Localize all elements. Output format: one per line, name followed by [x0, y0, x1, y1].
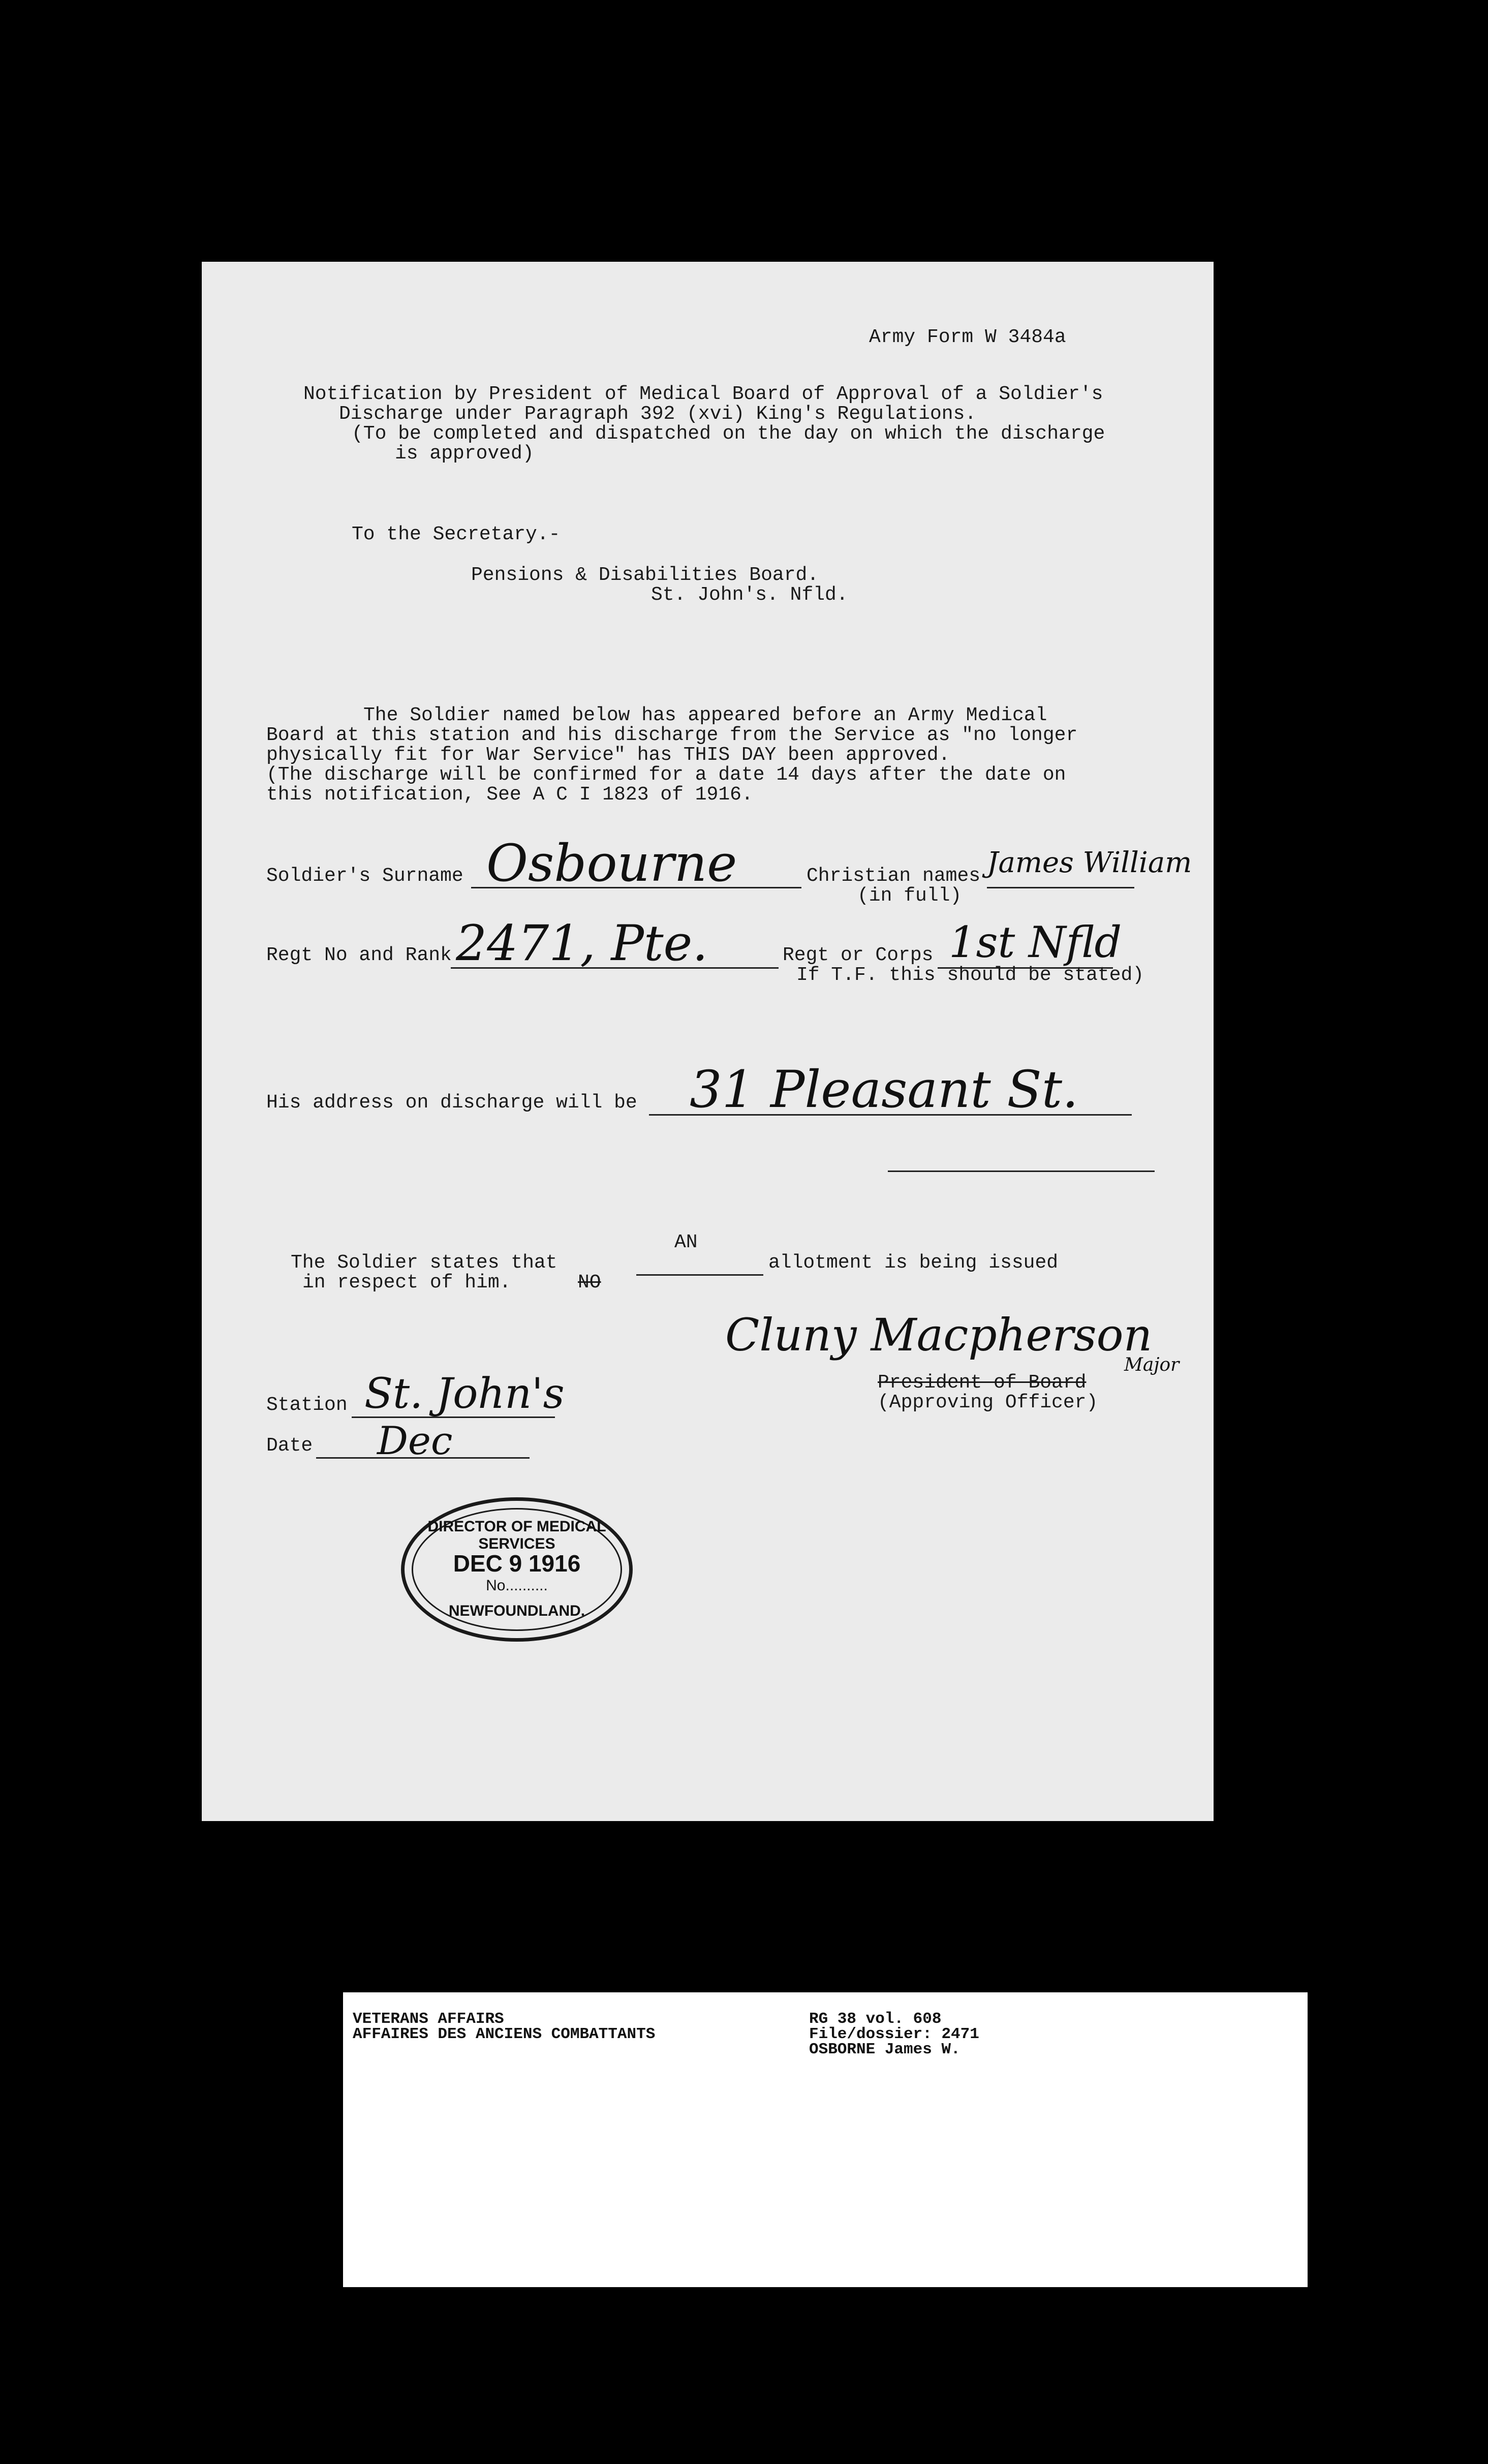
label-line-2-left: AFFAIRES DES ANCIENS COMBATTANTS: [353, 2025, 656, 2043]
approving-officer-signature: Cluny Macpherson: [725, 1309, 1153, 1361]
regt-no-handwritten: 2471, Pte.: [456, 915, 708, 972]
stamp-bottom-text: NEWFOUNDLAND.: [448, 1603, 585, 1619]
allotment-line-1b: allotment is being issued: [768, 1252, 1059, 1274]
christian-names-label: Christian names: [807, 865, 981, 887]
station-handwritten: St. John's: [364, 1370, 565, 1418]
addressee-line-3: St. John's. Nfld.: [651, 584, 848, 606]
tf-note: If T.F. this should be stated): [796, 964, 1144, 986]
signature-rank: Major: [1124, 1354, 1180, 1375]
allotment-line-1a: The Soldier states that: [291, 1252, 557, 1274]
surname-label: Soldier's Surname: [266, 865, 463, 887]
stamp-number-label: No..........: [486, 1577, 548, 1594]
archive-label: [343, 1992, 1308, 2287]
received-stamp: [401, 1497, 633, 1642]
station-label: Station: [266, 1394, 348, 1416]
form-sheet: [202, 262, 1214, 1821]
approving-officer-label: (Approving Officer): [878, 1392, 1098, 1413]
in-full-label: (in full): [857, 885, 962, 907]
allotment-line: [636, 1274, 763, 1276]
heading-line-3: (To be completed and dispatched on the day on which the discharge: [352, 423, 1105, 445]
regt-no-label: Regt No and Rank: [266, 944, 452, 966]
address-line-2: [888, 1171, 1155, 1172]
date-handwritten: Dec: [377, 1418, 453, 1463]
label-line-1-left: VETERANS AFFAIRS: [353, 2010, 504, 2028]
body-line-5: this notification, See A C I 1823 of 1916.: [266, 784, 753, 806]
addressee-line-1: To the Secretary.-: [352, 523, 561, 545]
addressee-line-2: Pensions & Disabilities Board.: [471, 564, 819, 586]
allotment-inserted-word: AN: [674, 1231, 698, 1253]
address-handwritten: 31 Pleasant St.: [690, 1060, 1078, 1119]
body-line-4: (The discharge will be confirmed for a date 14 days after the date on: [266, 764, 1066, 786]
form-number: Army Form W 3484a: [869, 326, 1066, 348]
label-line-3-right: OSBORNE James W.: [809, 2041, 960, 2058]
heading-line-2: Discharge under Paragraph 392 (xvi) King's Regulations.: [339, 403, 977, 425]
allotment-line-2: in respect of him.: [302, 1272, 511, 1293]
body-line-2: Board at this station and his discharge from the Service as "no longer: [266, 724, 1078, 746]
allotment-struck-word: NO: [578, 1272, 601, 1293]
label-line-1-right: RG 38 vol. 608: [809, 2010, 942, 2028]
regt-corps-label: Regt or Corps: [783, 944, 934, 966]
label-line-2-right: File/dossier: 2471: [809, 2025, 979, 2043]
body-line-1: The Soldier named below has appeared before an Army Medical: [363, 704, 1047, 726]
surname-handwritten: Osbourne: [486, 834, 737, 893]
regt-corps-handwritten: 1st Nfld: [949, 917, 1122, 967]
christian-names-line: [987, 887, 1134, 888]
stamp-no-text: No.: [486, 1577, 510, 1594]
heading-line-1: Notification by President of Medical Board of Approval of a Soldier's: [303, 383, 1103, 405]
address-label: His address on discharge will be: [266, 1092, 637, 1114]
president-of-board-struck: President of Board: [878, 1372, 1087, 1394]
date-label: Date: [266, 1435, 313, 1457]
body-line-3: physically fit for War Service" has THIS DAY been approved.: [266, 744, 950, 766]
stamp-date: DEC 9 1916: [453, 1550, 581, 1577]
christian-names-handwritten: James William: [987, 846, 1192, 879]
heading-line-4: is approved): [395, 443, 534, 465]
stamp-top-text: DIRECTOR OF MEDICAL SERVICES: [427, 1518, 606, 1552]
